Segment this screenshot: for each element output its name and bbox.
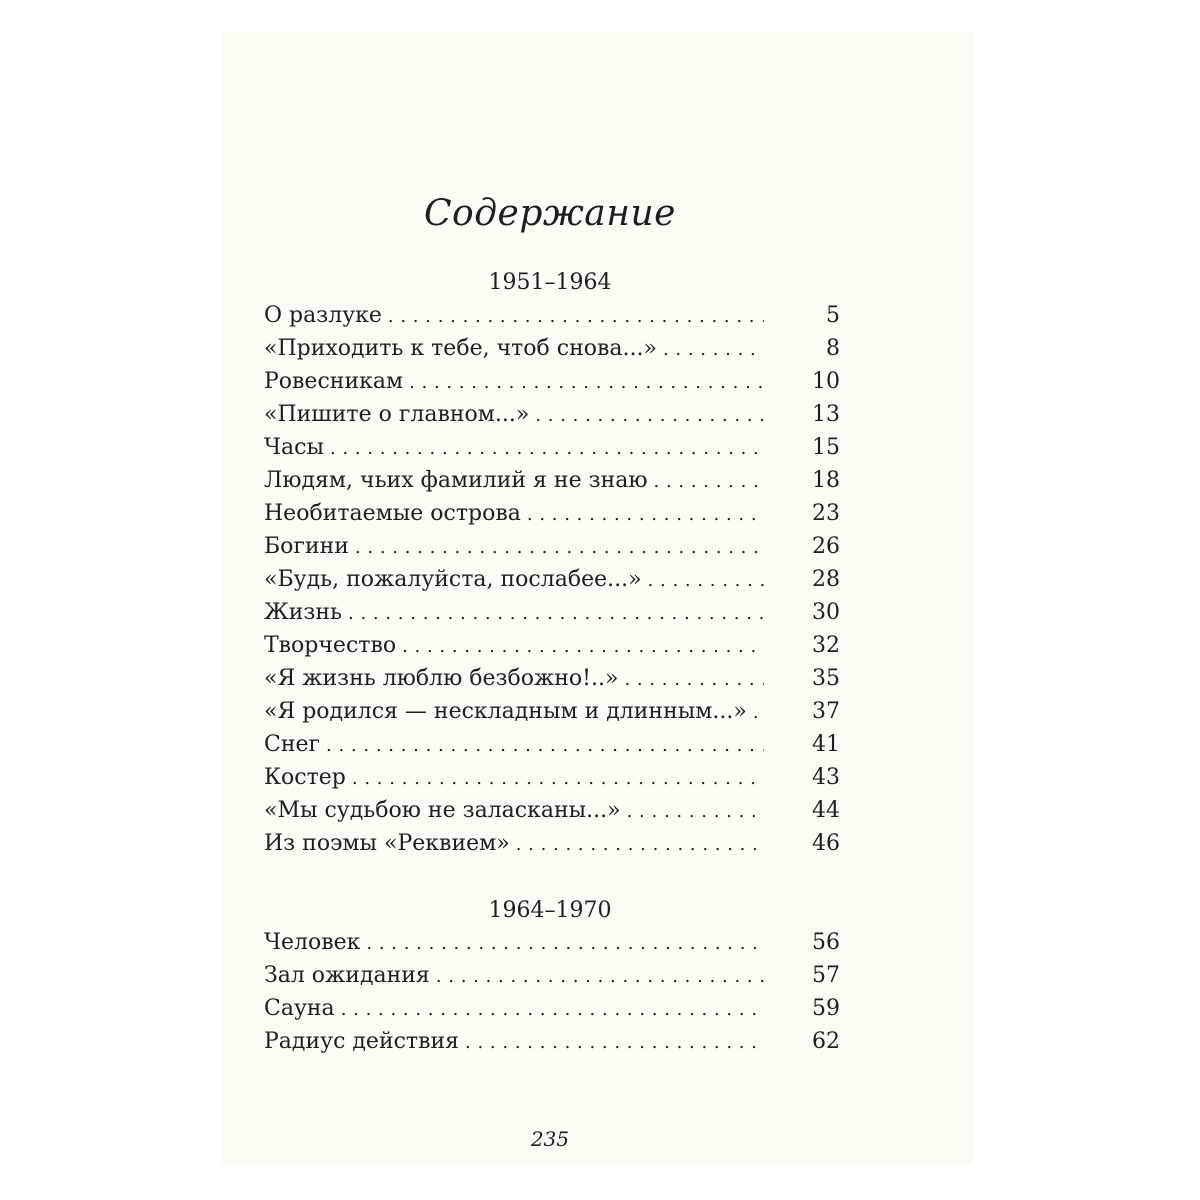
toc-entry [264, 431, 840, 464]
toc-entry [264, 959, 840, 992]
toc-leader-dots [465, 1026, 764, 1059]
toc-entry-page: 18 [812, 468, 840, 493]
toc-entry [264, 695, 840, 728]
toc-entry [264, 596, 840, 629]
toc-leader-dots [753, 696, 764, 729]
toc-entry-page: 28 [812, 567, 840, 592]
toc-leader-dots [341, 993, 764, 1026]
toc-leader-dots [516, 828, 764, 861]
page-number: 235 [530, 1127, 570, 1151]
toc-entry [264, 1025, 840, 1058]
toc-entry-title: Костер [264, 765, 346, 790]
section-heading-1964-1970: 1964–1970 [488, 898, 612, 923]
toc-entry [264, 629, 840, 662]
toc-entry [264, 728, 840, 761]
toc-entry [264, 332, 840, 365]
toc-leader-dots [627, 795, 764, 828]
toc-entry [264, 563, 840, 596]
toc-entry [264, 761, 840, 794]
toc-entry-title: Богини [264, 534, 349, 559]
toc-entry-page: 26 [812, 534, 840, 559]
toc-entry-page: 8 [826, 336, 840, 361]
toc-leader-dots [663, 333, 764, 366]
toc-entry-title: «Мы судьбою не заласканы...» [264, 798, 621, 823]
toc-entry-title: «Я родился — нескладным и длинным...» [264, 699, 747, 724]
toc-leader-dots [535, 399, 764, 432]
toc-entry-title: «Я жизнь люблю безбожно!..» [264, 666, 619, 691]
toc-entry [264, 662, 840, 695]
toc-leader-dots [366, 927, 764, 960]
toc-entry [264, 926, 840, 959]
toc-list-1951-1964 [264, 299, 840, 860]
toc-entry [264, 827, 840, 860]
toc-entry-page: 37 [812, 699, 840, 724]
toc-leader-dots [352, 762, 764, 795]
toc-entry-page: 5 [826, 303, 840, 328]
toc-leader-dots [355, 531, 764, 564]
toc-entry-page: 57 [812, 963, 840, 988]
toc-entry [264, 794, 840, 827]
toc-entry-page: 10 [812, 369, 840, 394]
toc-leader-dots [527, 498, 764, 531]
toc-entry-page: 23 [812, 501, 840, 526]
book-page [222, 32, 974, 1166]
toc-entry-page: 44 [812, 798, 840, 823]
toc-entry-page: 56 [812, 930, 840, 955]
toc-entry-title: О разлуке [264, 303, 382, 328]
toc-entry-page: 43 [812, 765, 840, 790]
toc-entry-title: «Будь, пожалуйста, послабее...» [264, 567, 642, 592]
toc-leader-dots [330, 432, 764, 465]
toc-list-1964-1970 [264, 926, 840, 1058]
toc-leader-dots [348, 597, 764, 630]
toc-entry-title: Радиус действия [264, 1029, 460, 1054]
toc-entry-title: Снег [264, 732, 321, 757]
toc-entry [264, 992, 840, 1025]
toc-entry-page: 30 [812, 600, 840, 625]
toc-entry-title: Необитаемые острова [264, 501, 521, 526]
section-heading-1951-1964: 1951–1964 [488, 270, 612, 295]
toc-leader-dots [409, 366, 764, 399]
toc-entry-title: Творчество [264, 633, 397, 658]
toc-entry-title: Человек [264, 930, 361, 955]
toc-entry-page: 32 [812, 633, 840, 658]
toc-leader-dots [624, 663, 764, 696]
toc-entry-page: 59 [812, 996, 840, 1021]
toc-entry-page: 62 [812, 1029, 840, 1054]
toc-entry-page: 41 [812, 732, 840, 757]
toc-entry-page: 13 [812, 402, 840, 427]
toc-entry [264, 497, 840, 530]
toc-entry-title: «Пишите о главном...» [264, 402, 530, 427]
toc-entry-title: Из поэмы «Реквием» [264, 831, 510, 856]
toc-entry-title: «Приходить к тебе, чтоб снова...» [264, 336, 657, 361]
toc-entry-title: Людям, чьих фамилий я не знаю [264, 468, 648, 493]
toc-entry-title: Жизнь [264, 600, 343, 625]
toc-entry-page: 46 [812, 831, 840, 856]
toc-leader-dots [654, 465, 764, 498]
toc-entry [264, 464, 840, 497]
page-title: Содержание [424, 193, 676, 234]
toc-entry-page: 15 [812, 435, 840, 460]
toc-leader-dots [436, 960, 764, 993]
toc-entry [264, 365, 840, 398]
toc-entry-title: Зал ожидания [264, 963, 430, 988]
toc-entry [264, 530, 840, 563]
toc-entry-title: Сауна [264, 996, 335, 1021]
toc-leader-dots [402, 630, 764, 663]
toc-leader-dots [648, 564, 764, 597]
toc-entry [264, 398, 840, 431]
toc-entry-title: Часы [264, 435, 324, 460]
toc-leader-dots [326, 729, 764, 762]
toc-entry-page: 35 [812, 666, 840, 691]
toc-entry [264, 299, 840, 332]
toc-entry-title: Ровесникам [264, 369, 404, 394]
toc-leader-dots [388, 300, 764, 333]
